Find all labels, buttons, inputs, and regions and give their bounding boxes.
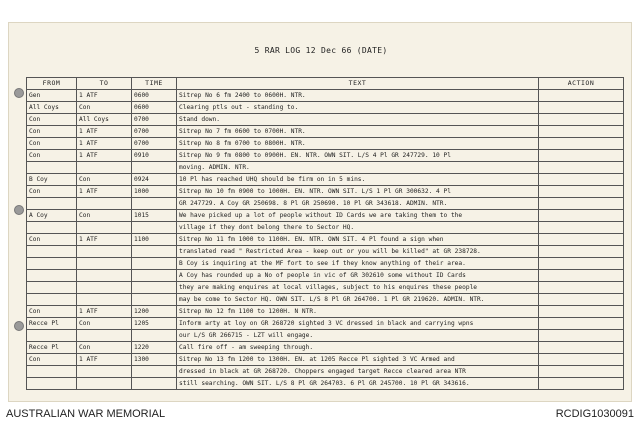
row-text: 10 Pl has reached UHQ should be firm on in 5 mins. [177, 174, 539, 186]
punch-hole [14, 88, 24, 98]
row-action [539, 222, 624, 234]
row-from: Con [27, 138, 77, 150]
row-from: A Coy [27, 210, 77, 222]
row-text: Sitrep No 10 fm 0900 to 1000H. EN. NTR. OWN SIT. L/S 1 Pl GR 300632. 4 Pl [177, 186, 539, 198]
row-to [77, 270, 132, 282]
row-from [27, 330, 77, 342]
row-to [77, 366, 132, 378]
row-from [27, 258, 77, 270]
log-row [27, 138, 624, 150]
log-row [27, 378, 624, 390]
row-text: dressed in black at GR 268720. Choppers engaged target Recce cleared area NTR [177, 366, 539, 378]
row-action [539, 150, 624, 162]
row-from: Con [27, 234, 77, 246]
log-row [27, 306, 624, 318]
row-action [539, 258, 624, 270]
row-to: 1 ATF [77, 234, 132, 246]
row-to: All Coys [77, 114, 132, 126]
log-row [27, 186, 624, 198]
row-text: Inform arty at loy on GR 268720 sighted 3 VC dressed in black and carrying wpns [177, 318, 539, 330]
row-time: 1205 [132, 318, 177, 330]
row-time: 1200 [132, 306, 177, 318]
log-row [27, 210, 624, 222]
row-text: Sitrep No 9 fm 0800 to 0900H. EN. NTR. OWN SIT. L/S 4 Pl GR 247729. 10 Pl [177, 150, 539, 162]
row-text: We have picked up a lot of people without ID Cards we are taking them to the [177, 210, 539, 222]
row-action [539, 138, 624, 150]
row-time [132, 246, 177, 258]
log-row [27, 150, 624, 162]
log-row [27, 114, 624, 126]
header-row [27, 78, 624, 90]
column-header-from: FROM [27, 78, 77, 90]
log-row [27, 90, 624, 102]
row-to: 1 ATF [77, 186, 132, 198]
row-time [132, 378, 177, 390]
column-header-time: TIME [132, 78, 177, 90]
row-from [27, 378, 77, 390]
row-to [77, 258, 132, 270]
log-row [27, 366, 624, 378]
row-time: 1100 [132, 234, 177, 246]
row-text: GR 247729. A Coy GR 250698. 8 Pl GR 250690. 10 Pl GR 343618. ADMIN. NTR. [177, 198, 539, 210]
row-action [539, 318, 624, 330]
row-time: 0700 [132, 138, 177, 150]
row-to [77, 294, 132, 306]
row-action [539, 174, 624, 186]
row-action [539, 354, 624, 366]
row-text: they are making enquires at local villages, subject to his enquires these people [177, 282, 539, 294]
row-to: 1 ATF [77, 306, 132, 318]
log-row [27, 354, 624, 366]
row-to: Con [77, 342, 132, 354]
row-time [132, 198, 177, 210]
row-time: 1220 [132, 342, 177, 354]
log-sheet [8, 22, 632, 402]
row-action [539, 234, 624, 246]
log-row [27, 294, 624, 306]
row-action [539, 330, 624, 342]
row-to: 1 ATF [77, 126, 132, 138]
row-time: 0910 [132, 150, 177, 162]
log-row [27, 198, 624, 210]
log-row [27, 318, 624, 330]
log-row [27, 126, 624, 138]
row-action [539, 342, 624, 354]
row-from [27, 294, 77, 306]
row-to [77, 330, 132, 342]
row-to [77, 198, 132, 210]
row-to: Con [77, 102, 132, 114]
row-action [539, 378, 624, 390]
log-row [27, 234, 624, 246]
row-to: Con [77, 318, 132, 330]
log-row [27, 246, 624, 258]
row-time [132, 282, 177, 294]
row-from: Con [27, 306, 77, 318]
row-action [539, 294, 624, 306]
row-from [27, 162, 77, 174]
row-text: Sitrep No 7 fm 0600 to 0700H. NTR. [177, 126, 539, 138]
row-to: Con [77, 210, 132, 222]
footer-source: AUSTRALIAN WAR MEMORIAL [6, 408, 166, 420]
log-row [27, 258, 624, 270]
log-row [27, 222, 624, 234]
row-time: 1000 [132, 186, 177, 198]
row-to: 1 ATF [77, 90, 132, 102]
row-text: Sitrep No 6 fm 2400 to 0600H. NTR. [177, 90, 539, 102]
row-from: Con [27, 186, 77, 198]
row-text: may be come to Sector HQ. OWN SIT. L/S 8 Pl GR 264700. 1 Pl GR 219620. ADMIN. NTR. [177, 294, 539, 306]
row-from: Recce Pl [27, 318, 77, 330]
column-header-to: TO [77, 78, 132, 90]
log-row [27, 330, 624, 342]
log-row [27, 174, 624, 186]
row-time: 0600 [132, 102, 177, 114]
row-time: 0600 [132, 90, 177, 102]
log-table [26, 77, 624, 390]
row-from: Gen [27, 90, 77, 102]
row-action [539, 126, 624, 138]
row-from [27, 246, 77, 258]
log-row [27, 270, 624, 282]
log-row [27, 102, 624, 114]
footer-reference: RCDIG1030091 [555, 408, 634, 420]
row-to: 1 ATF [77, 354, 132, 366]
row-text: village if they dont belong there to Sector HQ. [177, 222, 539, 234]
log-row [27, 162, 624, 174]
row-time [132, 270, 177, 282]
row-action [539, 102, 624, 114]
row-text: Sitrep No 8 fm 0700 to 0800H. NTR. [177, 138, 539, 150]
row-text: Sitrep No 12 fm 1100 to 1200H. N NTR. [177, 306, 539, 318]
log-row [27, 342, 624, 354]
row-from: B Coy [27, 174, 77, 186]
row-text: still searching. OWN SIT. L/S 8 Pl GR 264703. 6 Pl GR 245700. 10 Pl GR 343616. [177, 378, 539, 390]
row-time [132, 258, 177, 270]
row-time: 1015 [132, 210, 177, 222]
row-from [27, 270, 77, 282]
row-time [132, 330, 177, 342]
row-from [27, 282, 77, 294]
row-action [539, 270, 624, 282]
row-to [77, 162, 132, 174]
row-text: our L/S GR 266715 - LZT will engage. [177, 330, 539, 342]
row-action [539, 282, 624, 294]
row-action [539, 246, 624, 258]
row-action [539, 366, 624, 378]
row-action [539, 162, 624, 174]
row-from: Con [27, 150, 77, 162]
row-time [132, 222, 177, 234]
row-text: Sitrep No 13 fm 1200 to 1300H. EN. at 1205 Recce Pl sighted 3 VC Armed and [177, 354, 539, 366]
row-from: All Coys [27, 102, 77, 114]
row-from [27, 222, 77, 234]
row-text: Clearing ptls out - standing to. [177, 102, 539, 114]
row-from: Con [27, 126, 77, 138]
log-row [27, 282, 624, 294]
row-time: 0700 [132, 114, 177, 126]
row-time [132, 162, 177, 174]
row-from: Recce Pl [27, 342, 77, 354]
row-time: 1300 [132, 354, 177, 366]
row-to [77, 246, 132, 258]
punch-hole [14, 321, 24, 331]
row-action [539, 198, 624, 210]
page-title: 5 RAR LOG 12 Dec 66 (DATE) [254, 46, 388, 55]
row-text: Stand down. [177, 114, 539, 126]
row-from: Con [27, 354, 77, 366]
row-time: 0700 [132, 126, 177, 138]
row-to: 1 ATF [77, 138, 132, 150]
row-text: moving. ADMIN. NTR. [177, 162, 539, 174]
row-to: Con [77, 174, 132, 186]
row-action [539, 210, 624, 222]
log-body [27, 90, 624, 390]
row-to [77, 378, 132, 390]
column-header-text: TEXT [177, 78, 539, 90]
row-time [132, 366, 177, 378]
row-action [539, 186, 624, 198]
row-action [539, 90, 624, 102]
punch-hole [14, 205, 24, 215]
row-text: Call fire off - am sweeping through. [177, 342, 539, 354]
row-from: Con [27, 114, 77, 126]
row-text: A Coy has rounded up a No of people in vic of GR 302610 some without ID Cards [177, 270, 539, 282]
row-text: Sitrep No 11 fm 1000 to 1100H. EN. NTR. OWN SIT. 4 Pl found a sign when [177, 234, 539, 246]
row-from [27, 366, 77, 378]
row-to: 1 ATF [77, 150, 132, 162]
row-action [539, 306, 624, 318]
row-text: B Coy is inquiring at the MF fort to see if they know anything of their area. [177, 258, 539, 270]
column-header-action: ACTION [539, 78, 624, 90]
row-to [77, 222, 132, 234]
row-action [539, 114, 624, 126]
row-time [132, 294, 177, 306]
row-from [27, 198, 77, 210]
row-to [77, 282, 132, 294]
row-text: translated read " Restricted Area - keep out or you will be killed" at GR 238728. [177, 246, 539, 258]
row-time: 0924 [132, 174, 177, 186]
